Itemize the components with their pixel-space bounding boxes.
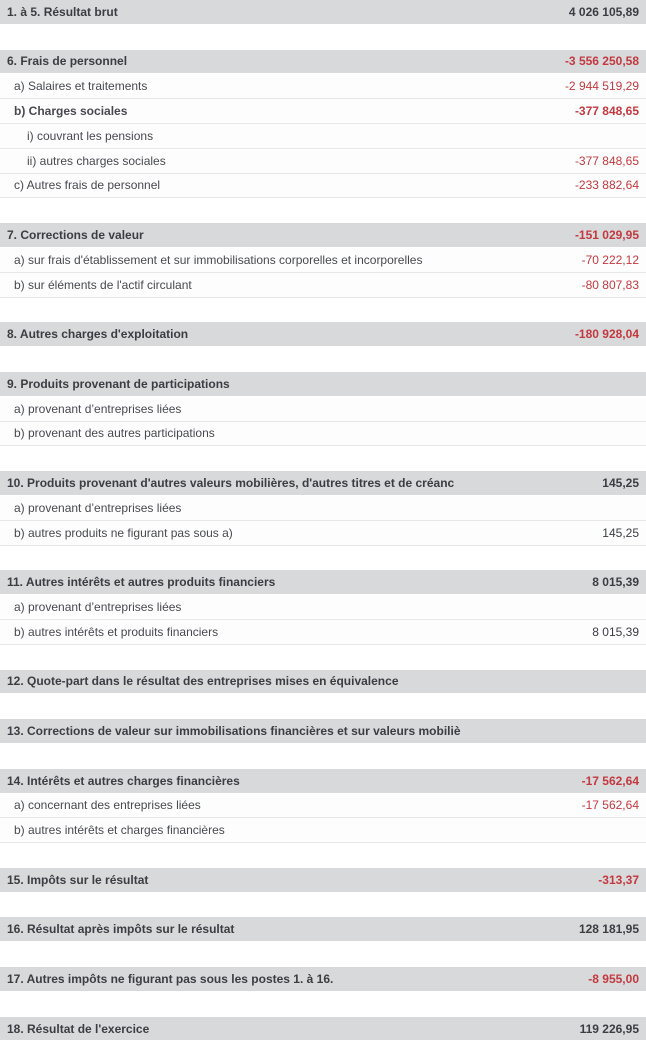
row-section-total xyxy=(0,917,646,942)
row-line-item xyxy=(0,174,646,199)
row-label: 10. Produits provenant d'autres valeurs mobilières, d'autres titres et de créanc xyxy=(7,476,455,491)
row-value: 8 015,39 xyxy=(592,624,639,639)
row-section-total xyxy=(0,967,646,992)
row-value: -2 944 519,29 xyxy=(564,79,639,94)
row-value: 145,25 xyxy=(602,476,639,491)
row-label: a) provenant d’entreprises liées xyxy=(14,401,182,416)
row-spacer xyxy=(0,546,646,571)
row-spacer xyxy=(0,694,646,719)
row-label: a) provenant d’entreprises liées xyxy=(14,600,182,615)
row-spacer xyxy=(0,298,646,323)
row-label: 9. Produits provenant de participations xyxy=(7,376,230,391)
row-label: b) Charges sociales xyxy=(14,104,128,119)
row-label: ii) autres charges sociales xyxy=(27,153,166,168)
row-value: -17 562,64 xyxy=(581,798,639,813)
row-label: a) provenant d’entreprises liées xyxy=(14,500,182,515)
row-value: -70 222,12 xyxy=(581,252,639,267)
row-label: a) concernant des entreprises liées xyxy=(14,798,201,813)
row-label: b) provenant des autres participations xyxy=(14,426,215,441)
row-label: i) couvrant les pensions xyxy=(27,128,154,143)
row-section-total xyxy=(0,670,646,695)
row-value: -377 848,65 xyxy=(574,153,639,168)
row-spacer xyxy=(0,645,646,670)
row-spacer xyxy=(0,942,646,967)
row-label: 8. Autres charges d'exploitation xyxy=(7,327,189,342)
row-label: a) Salaires et traitements xyxy=(14,79,148,94)
row-value: -233 882,64 xyxy=(574,178,639,193)
row-section-total xyxy=(0,372,646,397)
row-line-item xyxy=(0,99,646,124)
row-label: b) autres intérêts et charges financières xyxy=(14,823,225,838)
row-section-total xyxy=(0,570,646,595)
row-value: 128 181,95 xyxy=(578,922,639,937)
row-spacer xyxy=(0,347,646,372)
row-line-item xyxy=(0,794,646,819)
row-label: c) Autres frais de personnel xyxy=(14,178,161,193)
row-line-item xyxy=(0,595,646,620)
row-section-total xyxy=(0,50,646,75)
row-line-item xyxy=(0,397,646,422)
row-value: 145,25 xyxy=(602,525,639,540)
row-spacer xyxy=(0,446,646,471)
row-value: -180 928,04 xyxy=(574,327,639,342)
row-label: 11. Autres intérêts et autres produits financiers xyxy=(7,575,276,590)
row-label: 1. à 5. Résultat brut xyxy=(7,4,118,19)
row-value: 119 226,95 xyxy=(579,1021,639,1036)
row-line-item xyxy=(0,273,646,298)
row-label: 15. Impôts sur le résultat xyxy=(7,872,149,887)
row-value: 8 015,39 xyxy=(592,575,639,590)
row-spacer xyxy=(0,843,646,868)
row-label: 16. Résultat après impôts sur le résultat xyxy=(7,922,235,937)
row-section-total xyxy=(0,0,646,25)
row-label: 14. Intérêts et autres charges financières xyxy=(7,773,240,788)
row-spacer xyxy=(0,198,646,223)
row-label: 6. Frais de personnel xyxy=(7,54,128,69)
row-label: a) sur frais d'établissement et sur immobilisations corporelles et incorporelles xyxy=(14,252,423,267)
row-sub-line-item xyxy=(0,124,646,149)
row-value: -17 562,64 xyxy=(581,773,639,788)
row-line-item xyxy=(0,818,646,843)
row-label: 12. Quote-part dans le résultat des entreprises mises en équivalence xyxy=(7,674,399,689)
row-section-total xyxy=(0,223,646,248)
row-value: -313,37 xyxy=(598,872,639,887)
row-section-total xyxy=(0,769,646,794)
row-value: -8 955,00 xyxy=(588,971,639,986)
row-sub-line-item xyxy=(0,149,646,174)
row-value: -151 029,95 xyxy=(574,228,639,243)
row-line-item xyxy=(0,620,646,645)
row-value: -377 848,65 xyxy=(574,104,639,119)
row-label: 17. Autres impôts ne figurant pas sous les postes 1. à 16. xyxy=(7,971,334,986)
row-label: 13. Corrections de valeur sur immobilisations financières et sur valeurs mobiliè xyxy=(7,724,461,738)
row-label: b) autres intérêts et produits financiers xyxy=(14,624,219,639)
row-line-item xyxy=(0,248,646,273)
row-value: -80 807,83 xyxy=(581,277,639,292)
row-section-total xyxy=(0,322,646,347)
row-section-total xyxy=(0,471,646,496)
row-line-item xyxy=(0,496,646,521)
row-spacer xyxy=(0,992,646,1017)
row-spacer xyxy=(0,893,646,918)
row-label: 7. Corrections de valeur xyxy=(7,228,144,243)
row-spacer xyxy=(0,25,646,50)
row-line-item xyxy=(0,521,646,546)
row-line-item xyxy=(0,74,646,99)
row-value: 4 026 105,89 xyxy=(568,4,639,19)
row-line-item xyxy=(0,422,646,447)
row-section-total xyxy=(0,719,646,744)
row-section-total xyxy=(0,868,646,893)
row-label: 18. Résultat de l'exercice xyxy=(7,1021,150,1036)
row-label: b) sur éléments de l'actif circulant xyxy=(14,277,192,292)
row-value: -3 556 250,58 xyxy=(564,54,639,69)
row-label: b) autres produits ne figurant pas sous a) xyxy=(14,525,233,540)
row-spacer xyxy=(0,744,646,769)
row-section-total xyxy=(0,1017,646,1042)
